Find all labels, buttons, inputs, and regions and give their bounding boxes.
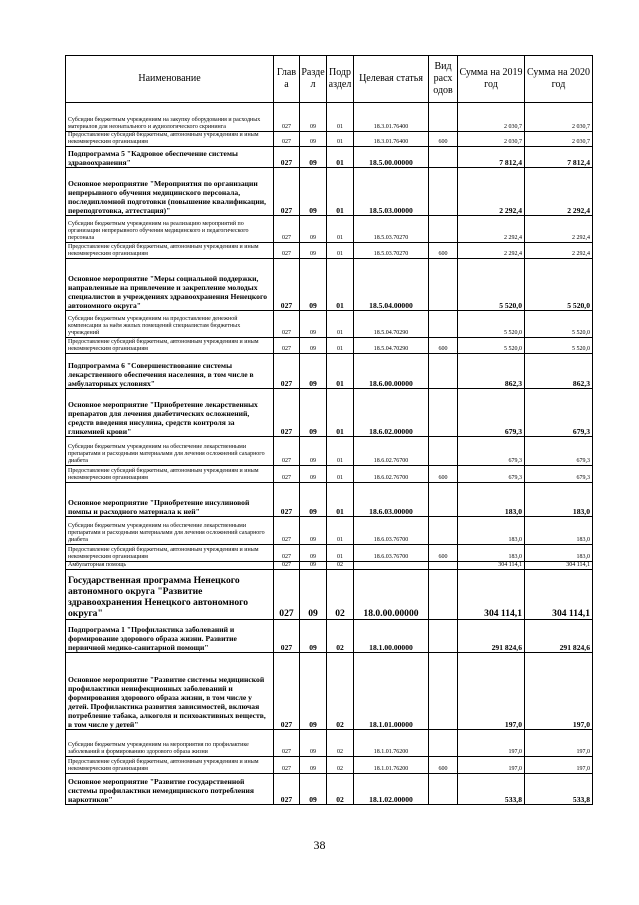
table-row: [66, 437, 593, 466]
row-podrazdel: 01: [327, 103, 354, 132]
row-name: Подпрограмма 1 "Профилактика заболеваний и формирование здорового образа жизни. Развитие первичной медико-санитарной помощи": [66, 620, 274, 653]
row-razdel: 09: [300, 243, 327, 259]
row-sum-2019: 679,3: [458, 437, 525, 466]
row-sum-2020: 2 292,4: [525, 168, 593, 216]
row-sum-2019: 679,3: [458, 466, 525, 483]
row-sum-2019: 197,0: [458, 730, 525, 757]
row-razdel: 09: [300, 545, 327, 562]
table-row: [66, 653, 593, 730]
row-name: Субсидии бюджетным учреждениям на обеспечение лекарственными препаратами и расходными материалами для лечения осложнений сахарного диабета: [66, 437, 274, 466]
row-podrazdel: 01: [327, 545, 354, 562]
row-target-article: 18.1.01.00000: [354, 653, 429, 730]
row-sum-2020: 197,0: [525, 653, 593, 730]
table-row: [66, 354, 593, 389]
row-target-article: 18.5.00.00000: [354, 147, 429, 168]
row-podrazdel: 01: [327, 216, 354, 243]
row-target-article: 18.1.01.76200: [354, 730, 429, 757]
row-razdel: 09: [300, 466, 327, 483]
row-expense-type: [429, 168, 458, 216]
row-name: Предоставление субсидий бюджетным, автономным учреждениям и иным некоммерческим организациям: [66, 243, 274, 259]
table-row: [66, 545, 593, 562]
header-sum-2020: Сумма на 2020 год: [525, 56, 593, 103]
header-expense-type: Вид расх одов: [429, 56, 458, 103]
budget-table: [65, 55, 593, 805]
row-razdel: 09: [300, 216, 327, 243]
row-expense-type: 600: [429, 757, 458, 774]
row-expense-type: [429, 259, 458, 311]
row-target-article: 18.6.02.76700: [354, 437, 429, 466]
row-sum-2019: 5 520,0: [458, 259, 525, 311]
row-sum-2019: 197,0: [458, 653, 525, 730]
row-name: Подпрограмма 6 "Совершенствование системы лекарственного обеспечения населения, в том числе в амбулаторных условиях": [66, 354, 274, 389]
row-sum-2019: 2 030,7: [458, 103, 525, 132]
table-row: [66, 774, 593, 805]
row-name: Основное мероприятие "Мероприятия по организации непрерывного обучения медицинского персонала, последипломной подготовки (повышение квалификации, переподготовка, аттестация)": [66, 168, 274, 216]
row-razdel: 09: [300, 570, 327, 620]
row-expense-type: 600: [429, 338, 458, 354]
table-row: [66, 243, 593, 259]
row-expense-type: [429, 103, 458, 132]
row-podrazdel: 02: [327, 562, 354, 570]
row-glava: 027: [274, 259, 300, 311]
row-glava: 027: [274, 132, 300, 147]
row-sum-2020: 2 030,7: [525, 132, 593, 147]
row-sum-2020: 183,0: [525, 483, 593, 517]
row-glava: 027: [274, 168, 300, 216]
budget-table-sheet: [65, 55, 592, 805]
row-glava: 027: [274, 147, 300, 168]
row-glava: 027: [274, 466, 300, 483]
row-podrazdel: 02: [327, 774, 354, 805]
row-expense-type: [429, 517, 458, 545]
row-glava: 027: [274, 517, 300, 545]
row-expense-type: [429, 147, 458, 168]
row-sum-2019: 304 114,1: [458, 570, 525, 620]
row-target-article: 18.5.03.70270: [354, 243, 429, 259]
row-glava: 027: [274, 730, 300, 757]
row-target-article: 18.5.03.00000: [354, 168, 429, 216]
row-expense-type: [429, 562, 458, 570]
row-glava: 027: [274, 216, 300, 243]
row-sum-2019: 197,0: [458, 757, 525, 774]
row-name: Основное мероприятие "Приобретение лекарственных препаратов для лечения диабетических осложнений, средств введения инсулина, средств контроля за гликемией крови": [66, 389, 274, 437]
row-sum-2020: 2 292,4: [525, 243, 593, 259]
row-sum-2019: 2 030,7: [458, 132, 525, 147]
row-podrazdel: 02: [327, 620, 354, 653]
table-row: [66, 730, 593, 757]
row-target-article: 18.5.04.00000: [354, 259, 429, 311]
row-name: Субсидии бюджетным учреждениям на обеспечение лекарственными препаратами и расходными материалами для лечения осложнений сахарного диабета: [66, 517, 274, 545]
header-podrazdel: Подр аздел: [327, 56, 354, 103]
row-target-article: 18.6.03.76700: [354, 545, 429, 562]
row-podrazdel: 01: [327, 389, 354, 437]
row-name: Субсидии бюджетным учреждениям на предоставление денежной компенсации за наём жилых помещений специалистам бюджетных учреждений: [66, 311, 274, 338]
row-name: Предоставление субсидий бюджетным, автономным учреждениям и иным некоммерческим организациям: [66, 545, 274, 562]
row-sum-2019: 533,8: [458, 774, 525, 805]
row-target-article: 18.5.04.70290: [354, 338, 429, 354]
row-target-article: 18.3.01.76400: [354, 132, 429, 147]
table-row: [66, 517, 593, 545]
row-expense-type: 600: [429, 545, 458, 562]
row-razdel: 09: [300, 653, 327, 730]
row-target-article: 18.0.00.00000: [354, 570, 429, 620]
row-sum-2020: 5 520,0: [525, 338, 593, 354]
row-sum-2020: 862,3: [525, 354, 593, 389]
row-sum-2019: 862,3: [458, 354, 525, 389]
row-target-article: [354, 562, 429, 570]
row-sum-2020: 183,0: [525, 545, 593, 562]
row-razdel: 09: [300, 103, 327, 132]
row-target-article: 18.1.02.00000: [354, 774, 429, 805]
row-name: Основное мероприятие "Приобретение инсулиновой помпы и расходного материала к ней": [66, 483, 274, 517]
table-row: [66, 389, 593, 437]
row-expense-type: [429, 483, 458, 517]
row-name: Субсидии бюджетным учреждениям на закупку оборудования и расходных материалов для неонатального и аудиологического скрининга: [66, 103, 274, 132]
table-row: [66, 168, 593, 216]
row-sum-2020: 533,8: [525, 774, 593, 805]
header-sum-2019: Сумма на 2019 год: [458, 56, 525, 103]
row-name: Предоставление субсидий бюджетным, автономным учреждениям и иным некоммерческим организациям: [66, 466, 274, 483]
row-glava: 027: [274, 103, 300, 132]
header-glava: Глав а: [274, 56, 300, 103]
row-sum-2019: 5 520,0: [458, 338, 525, 354]
table-row: [66, 562, 593, 570]
row-target-article: 18.3.01.76400: [354, 103, 429, 132]
row-podrazdel: 02: [327, 653, 354, 730]
row-name: Подпрограмма 5 "Кадровое обеспечение системы здравоохранения": [66, 147, 274, 168]
row-sum-2019: 183,0: [458, 483, 525, 517]
row-razdel: 09: [300, 437, 327, 466]
row-name: Государственная программа Ненецкого автономного округа "Развитие здравоохранения Ненецкого автономного округа": [66, 570, 274, 620]
row-sum-2020: 304 114,1: [525, 570, 593, 620]
row-name: Основное мероприятие "Развитие системы медицинской профилактики неинфекционных заболеваний и формирования здорового образа жизни, в том числе у детей. Профилактика развития зависимостей, включая потребление табака, алкоголя и психоактивных веществ, в том числе у детей": [66, 653, 274, 730]
row-razdel: 09: [300, 517, 327, 545]
row-glava: 027: [274, 311, 300, 338]
row-expense-type: 600: [429, 132, 458, 147]
row-sum-2019: 679,3: [458, 389, 525, 437]
row-name: Основное мероприятие "Меры социальной поддержки, направленные на привлечение и закрепление молодых специалистов в учреждениях здравоохранения Ненецкого автономного округа": [66, 259, 274, 311]
table-row: [66, 259, 593, 311]
row-podrazdel: 01: [327, 466, 354, 483]
row-sum-2020: 679,3: [525, 466, 593, 483]
table-row: [66, 757, 593, 774]
row-sum-2019: 7 812,4: [458, 147, 525, 168]
row-razdel: 09: [300, 338, 327, 354]
row-razdel: 09: [300, 620, 327, 653]
row-target-article: 18.1.00.00000: [354, 620, 429, 653]
row-target-article: 18.6.02.00000: [354, 389, 429, 437]
header-razdel: Разде л: [300, 56, 327, 103]
table-header-row: [66, 56, 593, 103]
row-razdel: 09: [300, 730, 327, 757]
row-expense-type: [429, 216, 458, 243]
row-sum-2019: 2 292,4: [458, 168, 525, 216]
row-target-article: 18.6.02.76700: [354, 466, 429, 483]
row-expense-type: 600: [429, 243, 458, 259]
row-glava: 027: [274, 389, 300, 437]
row-podrazdel: 01: [327, 311, 354, 338]
row-podrazdel: 01: [327, 354, 354, 389]
row-expense-type: [429, 570, 458, 620]
row-sum-2020: 291 824,6: [525, 620, 593, 653]
row-sum-2019: 5 520,0: [458, 311, 525, 338]
row-target-article: 18.6.03.76700: [354, 517, 429, 545]
row-glava: 027: [274, 243, 300, 259]
row-name: Предоставление субсидий бюджетным, автономным учреждениям и иным некоммерческим организациям: [66, 338, 274, 354]
page-number: 38: [313, 838, 326, 852]
row-razdel: 09: [300, 132, 327, 147]
row-glava: 027: [274, 338, 300, 354]
row-sum-2020: 2 292,4: [525, 216, 593, 243]
row-podrazdel: 01: [327, 483, 354, 517]
row-name: Основное мероприятие "Развитие государственной системы профилактики немедицинского потребления наркотиков": [66, 774, 274, 805]
table-row: [66, 311, 593, 338]
row-sum-2020: 197,0: [525, 730, 593, 757]
row-razdel: 09: [300, 757, 327, 774]
row-razdel: 09: [300, 168, 327, 216]
row-glava: 027: [274, 483, 300, 517]
row-sum-2019: 183,0: [458, 545, 525, 562]
row-expense-type: 600: [429, 466, 458, 483]
row-podrazdel: 01: [327, 243, 354, 259]
row-razdel: 09: [300, 774, 327, 805]
row-podrazdel: 01: [327, 437, 354, 466]
row-name: Субсидии бюджетным учреждениям на реализацию мероприятий по организации непрерывного обучения медицинского и педагогического персонала: [66, 216, 274, 243]
row-glava: 027: [274, 437, 300, 466]
row-sum-2020: 197,0: [525, 757, 593, 774]
table-row: [66, 570, 593, 620]
row-sum-2019: 304 114,1: [458, 562, 525, 570]
row-sum-2019: 2 292,4: [458, 216, 525, 243]
row-razdel: 09: [300, 483, 327, 517]
row-glava: 027: [274, 653, 300, 730]
row-expense-type: [429, 653, 458, 730]
row-expense-type: [429, 311, 458, 338]
row-target-article: 18.6.00.00000: [354, 354, 429, 389]
row-target-article: 18.5.03.70270: [354, 216, 429, 243]
row-podrazdel: 02: [327, 757, 354, 774]
row-glava: 027: [274, 562, 300, 570]
row-glava: 027: [274, 354, 300, 389]
row-sum-2019: 291 824,6: [458, 620, 525, 653]
row-glava: 027: [274, 774, 300, 805]
row-sum-2020: 7 812,4: [525, 147, 593, 168]
row-razdel: 09: [300, 259, 327, 311]
table-row: [66, 338, 593, 354]
row-razdel: 09: [300, 311, 327, 338]
table-row: [66, 620, 593, 653]
row-expense-type: [429, 354, 458, 389]
row-podrazdel: 01: [327, 338, 354, 354]
header-name: Наименование: [66, 56, 274, 103]
row-razdel: 09: [300, 354, 327, 389]
row-target-article: 18.1.01.76200: [354, 757, 429, 774]
row-glava: 027: [274, 545, 300, 562]
row-sum-2019: 2 292,4: [458, 243, 525, 259]
table-row: [66, 216, 593, 243]
row-glava: 027: [274, 570, 300, 620]
row-name: Субсидии бюджетным учреждениям на мероприятия по профилактике заболеваний и формированию здорового образа жизни: [66, 730, 274, 757]
row-sum-2020: 5 520,0: [525, 311, 593, 338]
row-expense-type: [429, 620, 458, 653]
row-sum-2020: 679,3: [525, 437, 593, 466]
table-row: [66, 466, 593, 483]
row-expense-type: [429, 730, 458, 757]
row-podrazdel: 01: [327, 168, 354, 216]
row-podrazdel: 02: [327, 730, 354, 757]
row-podrazdel: 02: [327, 570, 354, 620]
table-body: [66, 103, 593, 805]
row-sum-2020: 5 520,0: [525, 259, 593, 311]
table-row: [66, 147, 593, 168]
row-razdel: 09: [300, 147, 327, 168]
row-glava: 027: [274, 620, 300, 653]
row-expense-type: [429, 437, 458, 466]
row-target-article: 18.6.03.00000: [354, 483, 429, 517]
row-sum-2019: 183,0: [458, 517, 525, 545]
row-podrazdel: 01: [327, 517, 354, 545]
row-expense-type: [429, 389, 458, 437]
row-glava: 027: [274, 757, 300, 774]
table-row: [66, 132, 593, 147]
row-name: Предоставление субсидий бюджетным, автономным учреждениям и иным некоммерческим организациям: [66, 132, 274, 147]
row-expense-type: [429, 774, 458, 805]
header-target-article: Целевая статья: [354, 56, 429, 103]
row-podrazdel: 01: [327, 259, 354, 311]
row-razdel: 09: [300, 562, 327, 570]
table-row: [66, 483, 593, 517]
row-sum-2020: 2 030,7: [525, 103, 593, 132]
row-razdel: 09: [300, 389, 327, 437]
row-name: Амбулаторная помощь: [66, 562, 274, 570]
row-podrazdel: 01: [327, 132, 354, 147]
row-name: Предоставление субсидий бюджетным, автономным учреждениям и иным некоммерческим организациям: [66, 757, 274, 774]
row-sum-2020: 304 114,1: [525, 562, 593, 570]
row-target-article: 18.5.04.70290: [354, 311, 429, 338]
row-sum-2020: 679,3: [525, 389, 593, 437]
table-row: [66, 103, 593, 132]
row-podrazdel: 01: [327, 147, 354, 168]
row-sum-2020: 183,0: [525, 517, 593, 545]
